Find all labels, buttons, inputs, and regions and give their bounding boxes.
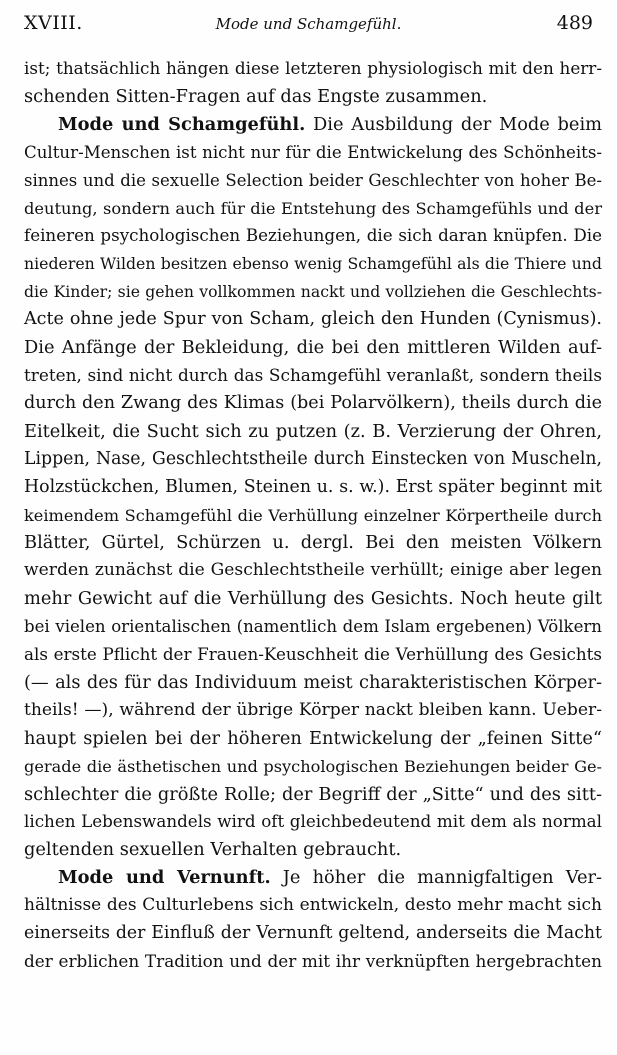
text-line: sinnes und die sexuelle Selection beider Geschlechter von hoher Be-	[24, 170, 602, 190]
text-line: einerseits der Einfluß der Vernunft geltend, anderseits die Macht	[24, 923, 602, 944]
text-line: feineren psychologischen Beziehungen, die sich daran knüpfen. Die	[24, 225, 602, 246]
paragraph-mode-und-schamgefuehl	[24, 111, 602, 864]
page-number: 489	[556, 12, 593, 34]
text-line: bei vielen orientalischen (namentlich dem Islam ergebenen) Völkern	[24, 617, 602, 637]
text-line: deutung, sondern auch für die Entstehung des Schamgefühls und der	[24, 198, 602, 218]
text-line: niederen Wilden besitzen ebenso wenig Schamgefühl als die Thiere und	[24, 254, 602, 274]
text-line: Die Anfänge der Bekleidung, die bei den mittleren Wilden auf-	[24, 337, 602, 359]
text-line: geltenden sexuellen Verhalten gebraucht.	[24, 839, 402, 861]
text-line: die Kinder; sie gehen vollkommen nackt und vollziehen die Geschlechts-	[24, 282, 602, 302]
text-line: gerade die ästhetischen und psychologischen Beziehungen beider Ge-	[24, 756, 602, 776]
body-text	[24, 55, 602, 976]
text-line: durch den Zwang des Klimas (bei Polarvölkern), theils durch die	[24, 392, 602, 413]
text-line	[24, 864, 602, 892]
text-line-rest: Je höher die mannigfaltigen Ver-	[282, 867, 603, 889]
text-line: mehr Gewicht auf die Verhüllung des Gesichts. Noch heute gilt	[24, 588, 602, 610]
text-line: der erblichen Tradition und der mit ihr verknüpften hergebrachten	[24, 951, 602, 971]
chapter-number: XVIII.	[24, 12, 83, 34]
text-line: werden zunächst die Geschlechtstheile verhüllt; einige aber legen	[24, 560, 602, 581]
running-title: Mode und Schamgefühl.	[215, 15, 402, 33]
text-line: Blätter, Gürtel, Schürzen u. dergl. Bei den meisten Völkern	[24, 532, 602, 554]
text-line-rest: Die Ausbildung der Mode beim	[313, 113, 602, 135]
text-line: treten, sind nicht durch das Schamgefühl veranlaßt, sondern theils	[24, 364, 602, 385]
text-line: Holzstückchen, Blumen, Steinen u. s. w.). Erst später beginnt mit	[24, 476, 602, 497]
text-line: ist; thatsächlich hängen diese letzteren physiologisch mit den herr-	[24, 58, 602, 78]
paragraph-mode-und-vernunft	[24, 864, 602, 976]
text-line: Lippen, Nase, Geschlechtstheile durch Einstecken von Muscheln,	[24, 448, 602, 469]
text-line: Acte ohne jede Spur von Scham, gleich den Hunden (Cynismus).	[24, 309, 602, 330]
text-line: keimendem Schamgefühl die Verhüllung einzelner Körpertheile durch	[24, 505, 602, 525]
text-line: haupt spielen bei der höheren Entwickelung der „feinen Sitte“	[24, 727, 602, 749]
section-heading: Mode und Vernunft.	[58, 867, 271, 889]
text-line: Cultur-Menschen ist nicht nur für die Entwickelung des Schönheits-	[24, 142, 602, 162]
text-line: theils! —), während der übrige Körper nackt bleiben kann. Ueber-	[24, 699, 602, 720]
text-line	[24, 111, 602, 139]
text-line: (— als des für das Individuum meist charakteristischen Körper-	[24, 671, 602, 693]
section-heading: Mode und Schamgefühl.	[58, 113, 306, 135]
text-line: hältnisse des Culturlebens sich entwickeln, desto mehr macht sich	[24, 895, 602, 916]
paragraph-continuation	[24, 55, 602, 111]
text-line: als erste Pflicht der Frauen-Keuschheit die Verhüllung des Gesichts	[24, 644, 602, 665]
text-line: schenden Sitten-Fragen auf das Engste zusammen.	[24, 85, 488, 107]
text-line: schlechter die größte Rolle; der Begriff der „Sitte“ und des sitt-	[24, 783, 602, 805]
text-line: Eitelkeit, die Sucht sich zu putzen (z. B. Verzierung der Ohren,	[24, 420, 602, 442]
text-line: lichen Lebenswandels wird oft gleichbedeutend mit dem als normal	[24, 811, 602, 832]
